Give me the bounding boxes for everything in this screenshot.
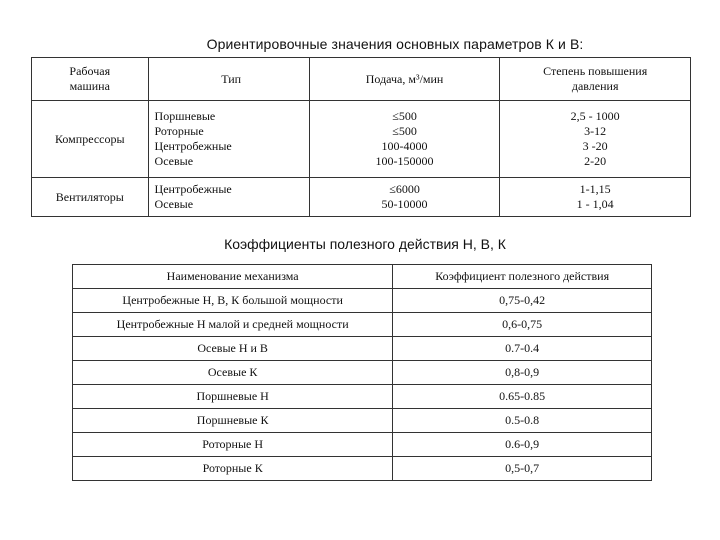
pressure-cell: 2,5 - 1000 3-12 3 -20 2-20 [500,101,691,178]
pressure-cell: 1-1,15 1 - 1,04 [500,178,691,217]
efficiency-table [72,264,652,481]
efficiency-cell: 0.65-0.85 [393,385,652,409]
mechanism-cell: Центробежные Н малой и средней мощности [73,313,393,337]
table-row [73,409,652,433]
efficiency-cell: 0.7-0.4 [393,337,652,361]
flow-cell: ≤500 ≤500 100-4000 100-150000 [309,101,500,178]
header-flow: Подача, м³/мин [309,58,500,101]
header-efficiency: Коэффициент полезного действия [393,265,652,289]
type-cell: Центробежные Осевые [148,178,309,217]
mechanism-cell: Осевые К [73,361,393,385]
table-row [73,337,652,361]
efficiency-cell: 0.6-0,9 [393,433,652,457]
mechanism-cell: Роторные К [73,457,393,481]
parameters-table [31,57,691,217]
header-pressure: Степень повышения давления [500,58,691,101]
efficiency-cell: 0,5-0,7 [393,457,652,481]
efficiency-cell: 0,6-0,75 [393,313,652,337]
flow-cell: ≤6000 50-10000 [309,178,500,217]
table-row [32,178,691,217]
efficiency-cell: 0,75-0,42 [393,289,652,313]
efficiency-cell: 0,8-0,9 [393,361,652,385]
table2-title: Коэффициенты полезного действия Н, В, К [224,236,506,252]
table-row [73,457,652,481]
efficiency-header-row [73,265,652,289]
mechanism-cell: Роторные Н [73,433,393,457]
mechanism-cell: Поршневые К [73,409,393,433]
table-row [73,313,652,337]
header-mechanism: Наименование механизма [73,265,393,289]
table-row [73,385,652,409]
mechanism-cell: Поршневые Н [73,385,393,409]
header-machine: Рабочая машина [32,58,149,101]
table-row [32,101,691,178]
table-row [73,289,652,313]
machine-cell: Вентиляторы [32,178,149,217]
type-cell: Поршневые Роторные Центробежные Осевые [148,101,309,178]
mechanism-cell: Центробежные Н, В, К большой мощности [73,289,393,313]
table-row [73,433,652,457]
header-type: Тип [148,58,309,101]
mechanism-cell: Осевые Н и В [73,337,393,361]
efficiency-cell: 0.5-0.8 [393,409,652,433]
table-row [73,361,652,385]
machine-cell: Компрессоры [32,101,149,178]
table1-title: Ориентировочные значения основных параметров К и В: [206,36,584,52]
parameters-header-row [32,58,691,101]
